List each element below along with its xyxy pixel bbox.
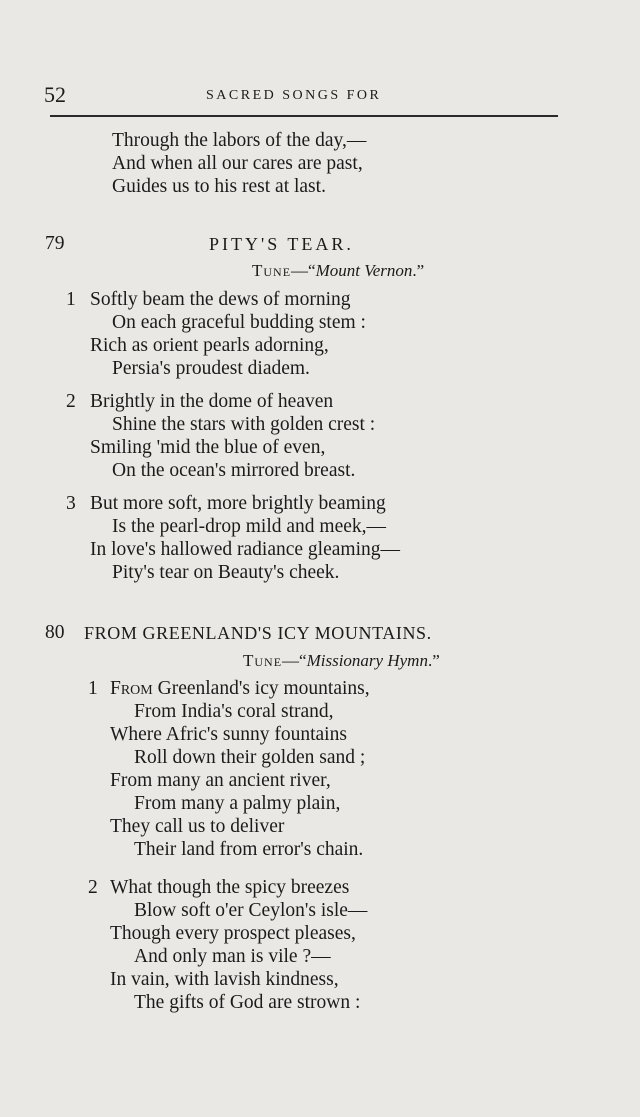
verse-line: What though the spicy breezes [110, 877, 350, 898]
verse-line: And only man is vile ?— [134, 946, 331, 967]
tune-label: Tune [252, 261, 292, 280]
stanza-number: 2 [88, 877, 98, 898]
tune-separator: —“ [291, 261, 316, 280]
continuation-line: Through the labors of the day,— [112, 130, 367, 151]
tune-name: Missionary Hymn [306, 651, 428, 670]
verse-line: In love's hallowed radiance gleaming— [90, 539, 400, 560]
tune-label: Tune [243, 651, 283, 670]
verse-line: They call us to deliver [110, 816, 285, 837]
tune-name: Mount Vernon [315, 261, 413, 280]
verse-line: Softly beam the dews of morning [90, 289, 351, 310]
verse-line: Though every prospect pleases, [110, 923, 356, 944]
verse-line [110, 678, 370, 700]
first-line-rest: Greenland's icy mountains, [152, 678, 370, 699]
first-word: From [110, 678, 153, 699]
hymn-title: FROM GREENLAND'S ICY MOUNTAINS. [84, 623, 432, 643]
verse-line: Pity's tear on Beauty's cheek. [112, 562, 340, 583]
tune-separator: —“ [282, 651, 307, 670]
verse-line: In vain, with lavish kindness, [110, 969, 339, 990]
verse-line: Blow soft o'er Ceylon's isle— [134, 900, 368, 921]
page-number: 52 [44, 82, 66, 107]
verse-line: But more soft, more brightly beaming [90, 493, 386, 514]
verse-line: Is the pearl-drop mild and meek,— [112, 516, 386, 537]
stanza-number: 2 [66, 391, 76, 412]
verse-line: Their land from error's chain. [134, 839, 364, 860]
stanza-number: 3 [66, 493, 76, 514]
verse-line: On each graceful budding stem : [112, 312, 366, 333]
continuation-line: Guides us to his rest at last. [112, 176, 326, 197]
verse-line: Roll down their golden sand ; [134, 747, 366, 768]
verse-line: The gifts of God are strown : [134, 992, 361, 1013]
stanza-number: 1 [66, 289, 76, 310]
verse-line: Shine the stars with golden crest : [112, 414, 376, 435]
page-header [44, 82, 558, 112]
running-head: SACRED SONGS FOR [206, 88, 382, 103]
verse-line: Smiling 'mid the blue of even, [90, 437, 326, 458]
verse-line: From many a palmy plain, [134, 793, 341, 814]
verse-line: Where Afric's sunny fountains [110, 724, 347, 745]
continuation-line: And when all our cares are past, [112, 153, 363, 174]
tune-line [252, 260, 424, 282]
header-rule [50, 115, 558, 117]
hymn-title: PITY'S TEAR. [209, 234, 354, 254]
verse-line: Rich as orient pearls adorning, [90, 335, 329, 356]
verse-line: Brightly in the dome of heaven [90, 391, 334, 412]
tune-end: .” [412, 261, 425, 280]
verse-line: On the ocean's mirrored breast. [112, 460, 356, 481]
verse-line: From India's coral strand, [134, 701, 334, 722]
verse-line: Persia's proudest diadem. [112, 358, 310, 379]
tune-line [243, 650, 440, 672]
hymn-number: 80 [45, 622, 65, 643]
verse-line: From many an ancient river, [110, 770, 331, 791]
hymn-number: 79 [45, 233, 65, 254]
stanza-number: 1 [88, 678, 98, 699]
tune-end: .” [427, 651, 440, 670]
